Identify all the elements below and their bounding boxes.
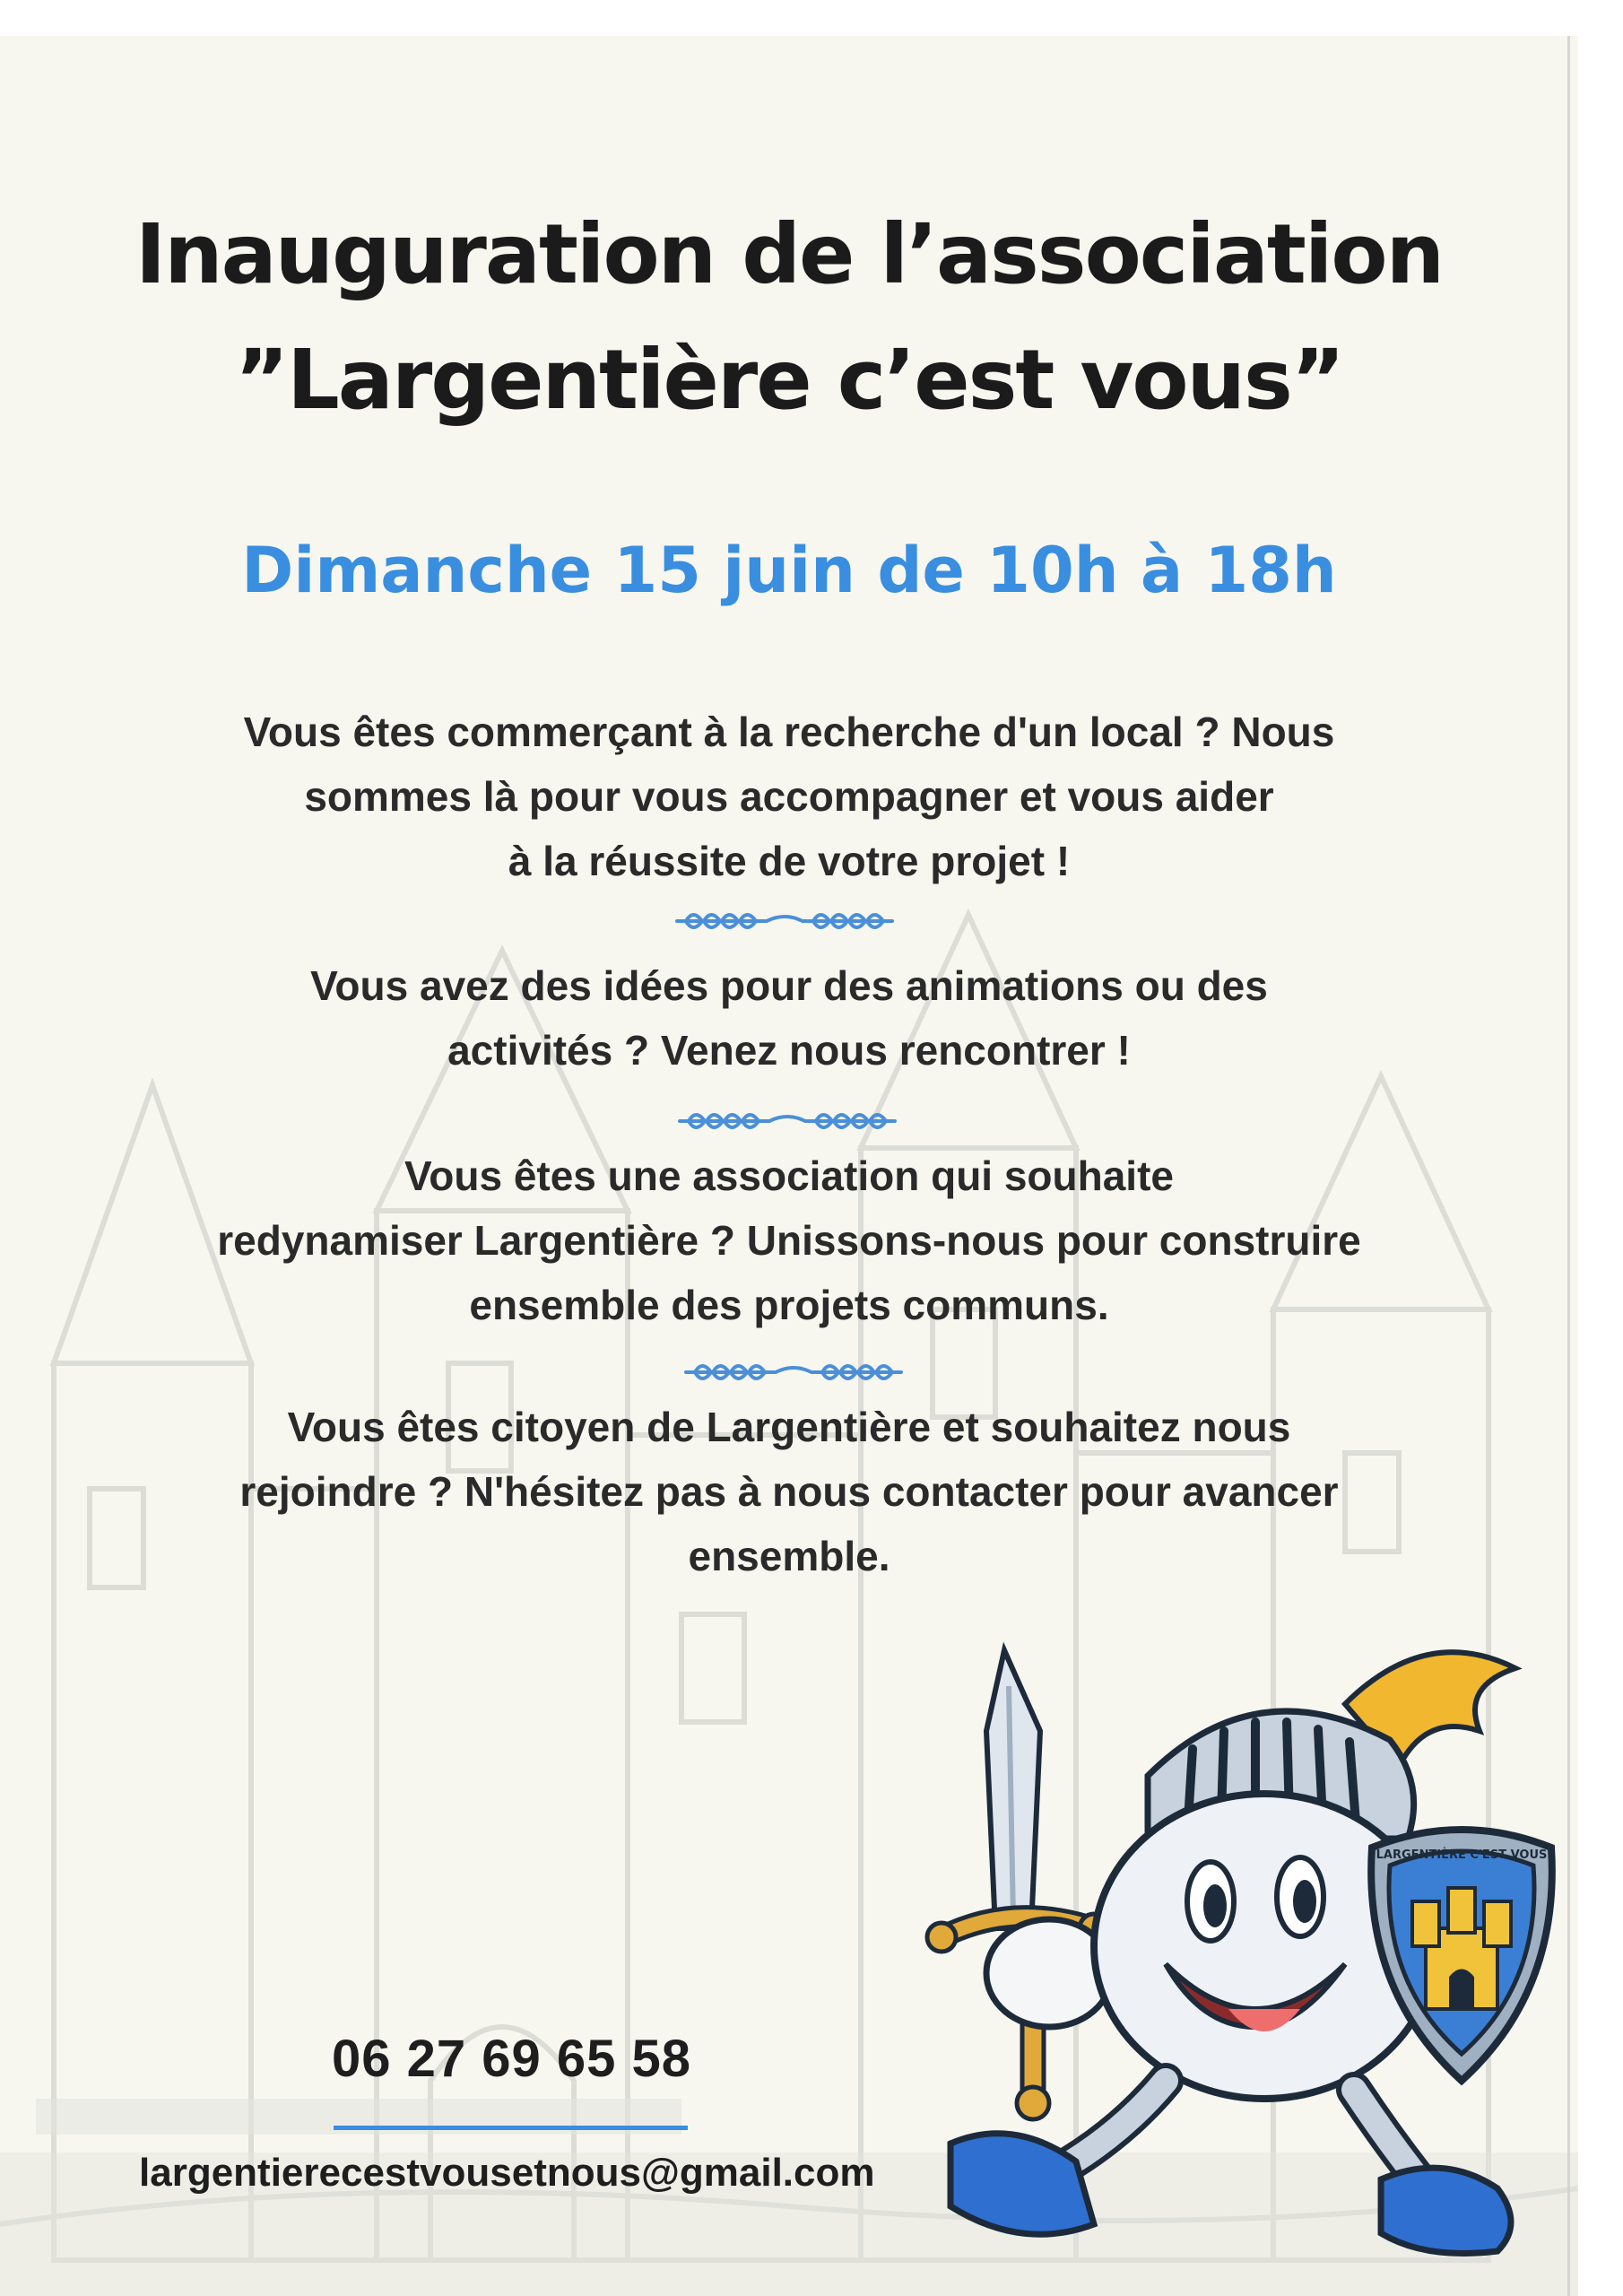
paragraph-line: ensemble.: [688, 1533, 890, 1579]
paragraph-associations: [108, 1144, 1471, 1337]
sword-icon: [927, 1650, 1108, 2119]
paragraph-line: rejoindre ? N'hésitez pas à nous contacter pour avancer: [239, 1468, 1339, 1515]
paragraph-line: Vous êtes commerçant à la recherche d'un local ? Nous: [243, 709, 1335, 755]
contact-email[interactable]: largentierecestvousetnous@gmail.com: [139, 2151, 875, 2195]
contact-divider: [334, 2126, 688, 2130]
scan-border-top: [0, 0, 1623, 36]
paragraph-line: Vous êtes citoyen de Largentière et souhaitez nous: [287, 1404, 1291, 1450]
paragraph-line: ensemble des projets communs.: [469, 1282, 1109, 1328]
paragraph-line: Vous êtes une association qui souhaite: [404, 1152, 1174, 1199]
knight-mascot-illustration: [924, 1632, 1605, 2278]
paragraph-line: activités ? Venez nous rencontrer !: [447, 1027, 1131, 1074]
paragraph-line: redynamiser Largentière ? Unissons-nous pour construire: [217, 1217, 1361, 1264]
title-line-1: Inauguration de l’association: [135, 206, 1444, 302]
paragraph-citizens: [108, 1395, 1471, 1588]
contact-phone[interactable]: 06 27 69 65 58: [332, 2030, 692, 2088]
paragraph-ideas: [108, 953, 1471, 1083]
laurel-divider-icon: [677, 1352, 910, 1388]
event-date: Dimanche 15 juin de 10h à 18h: [241, 534, 1337, 607]
laurel-divider-icon: [668, 901, 901, 937]
paragraph-line: sommes là pour vous accompagner et vous aider: [304, 773, 1274, 820]
paragraph-line: à la réussite de votre projet !: [508, 838, 1071, 884]
title-line-2: ”Largentière c’est vous”: [234, 332, 1344, 428]
paragraph-line: Vous avez des idées pour des animations ou des: [310, 962, 1268, 1009]
paragraph-merchants: [108, 700, 1471, 893]
laurel-divider-icon: [671, 1101, 904, 1137]
shield-text: LARGENTIÈRE C'EST VOUS: [1376, 1848, 1548, 1862]
